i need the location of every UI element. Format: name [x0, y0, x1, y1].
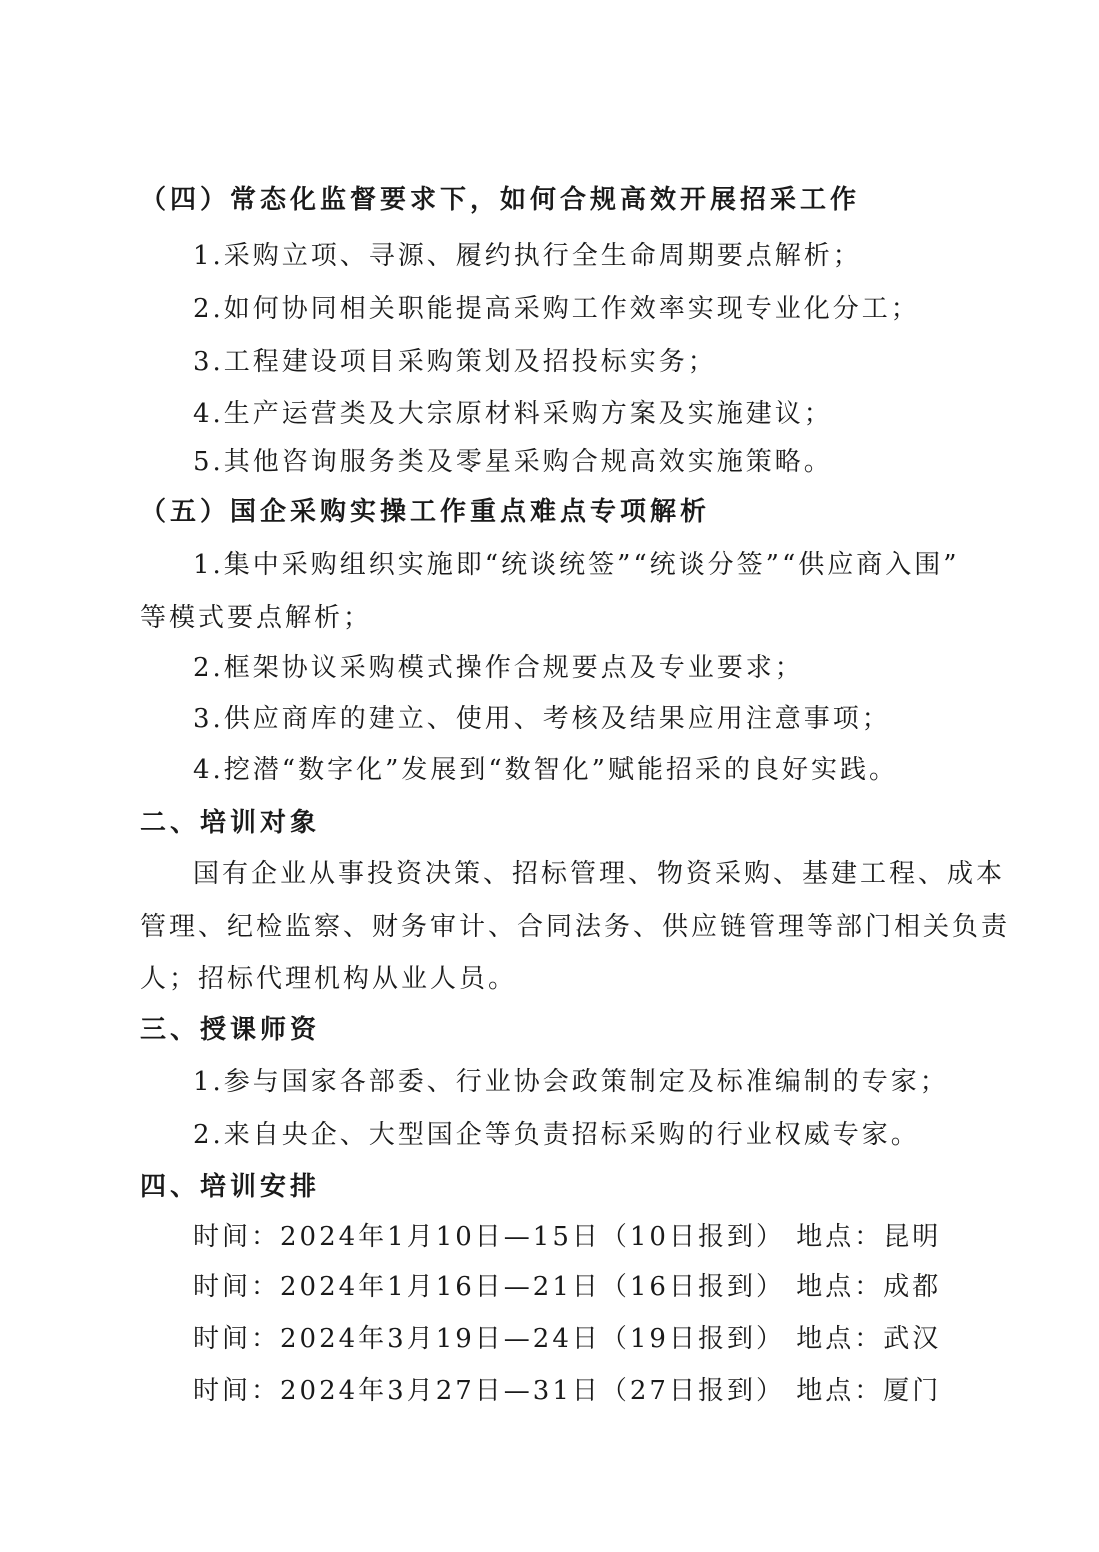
section-heading-teachers: 三、授课师资: [140, 1015, 321, 1045]
schedule-row: 时间：2024年1月16日—21日（16日报到） 地点：成都: [193, 1272, 942, 1302]
section-heading-trainees: 二、培训对象: [140, 808, 321, 838]
list-item: 3.工程建设项目采购策划及招投标实务；: [193, 347, 717, 377]
list-item: 3.供应商库的建立、使用、考核及结果应用注意事项；: [193, 704, 891, 734]
section-heading-schedule: 四、培训安排: [140, 1172, 321, 1202]
schedule-row: 时间：2024年3月27日—31日（27日报到） 地点：厦门: [193, 1376, 942, 1406]
list-item: 1.参与国家各部委、行业协会政策制定及标准编制的专家；: [193, 1067, 949, 1097]
list-item: 1.采购立项、寻源、履约执行全生命周期要点解析；: [193, 241, 862, 271]
section-heading-supervision: （四）常态化监督要求下，如何合规高效开展招采工作: [140, 185, 861, 215]
list-item: 2.框架协议采购模式操作合规要点及专业要求；: [193, 653, 804, 683]
list-item: 2.如何协同相关职能提高采购工作效率实现专业化分工；: [193, 294, 920, 324]
section-heading-practice: （五）国企采购实操工作重点难点专项解析: [140, 497, 711, 527]
paragraph-line: 国有企业从事投资决策、招标管理、物资采购、基建工程、成本: [193, 859, 1006, 889]
list-item: 5.其他咨询服务类及零星采购合规高效实施策略。: [193, 447, 833, 477]
paragraph-line: 人；招标代理机构从业人员。: [140, 964, 518, 994]
schedule-row: 时间：2024年3月19日—24日（19日报到） 地点：武汉: [193, 1324, 942, 1354]
schedule-row: 时间：2024年1月10日—15日（10日报到） 地点：昆明: [193, 1222, 942, 1252]
list-item: 2.来自央企、大型国企等负责招标采购的行业权威专家。: [193, 1120, 920, 1150]
list-item: 4.生产运营类及大宗原材料采购方案及实施建议；: [193, 399, 833, 429]
paragraph-line: 管理、纪检监察、财务审计、合同法务、供应链管理等部门相关负责: [140, 912, 1011, 942]
list-item: 4.挖潜“数字化”发展到“数智化”赋能招采的良好实践。: [193, 755, 898, 785]
list-item: 1.集中采购组织实施即“统谈统签”“统谈分签”“供应商入围”: [193, 550, 960, 580]
list-item-continuation: 等模式要点解析；: [140, 603, 373, 633]
